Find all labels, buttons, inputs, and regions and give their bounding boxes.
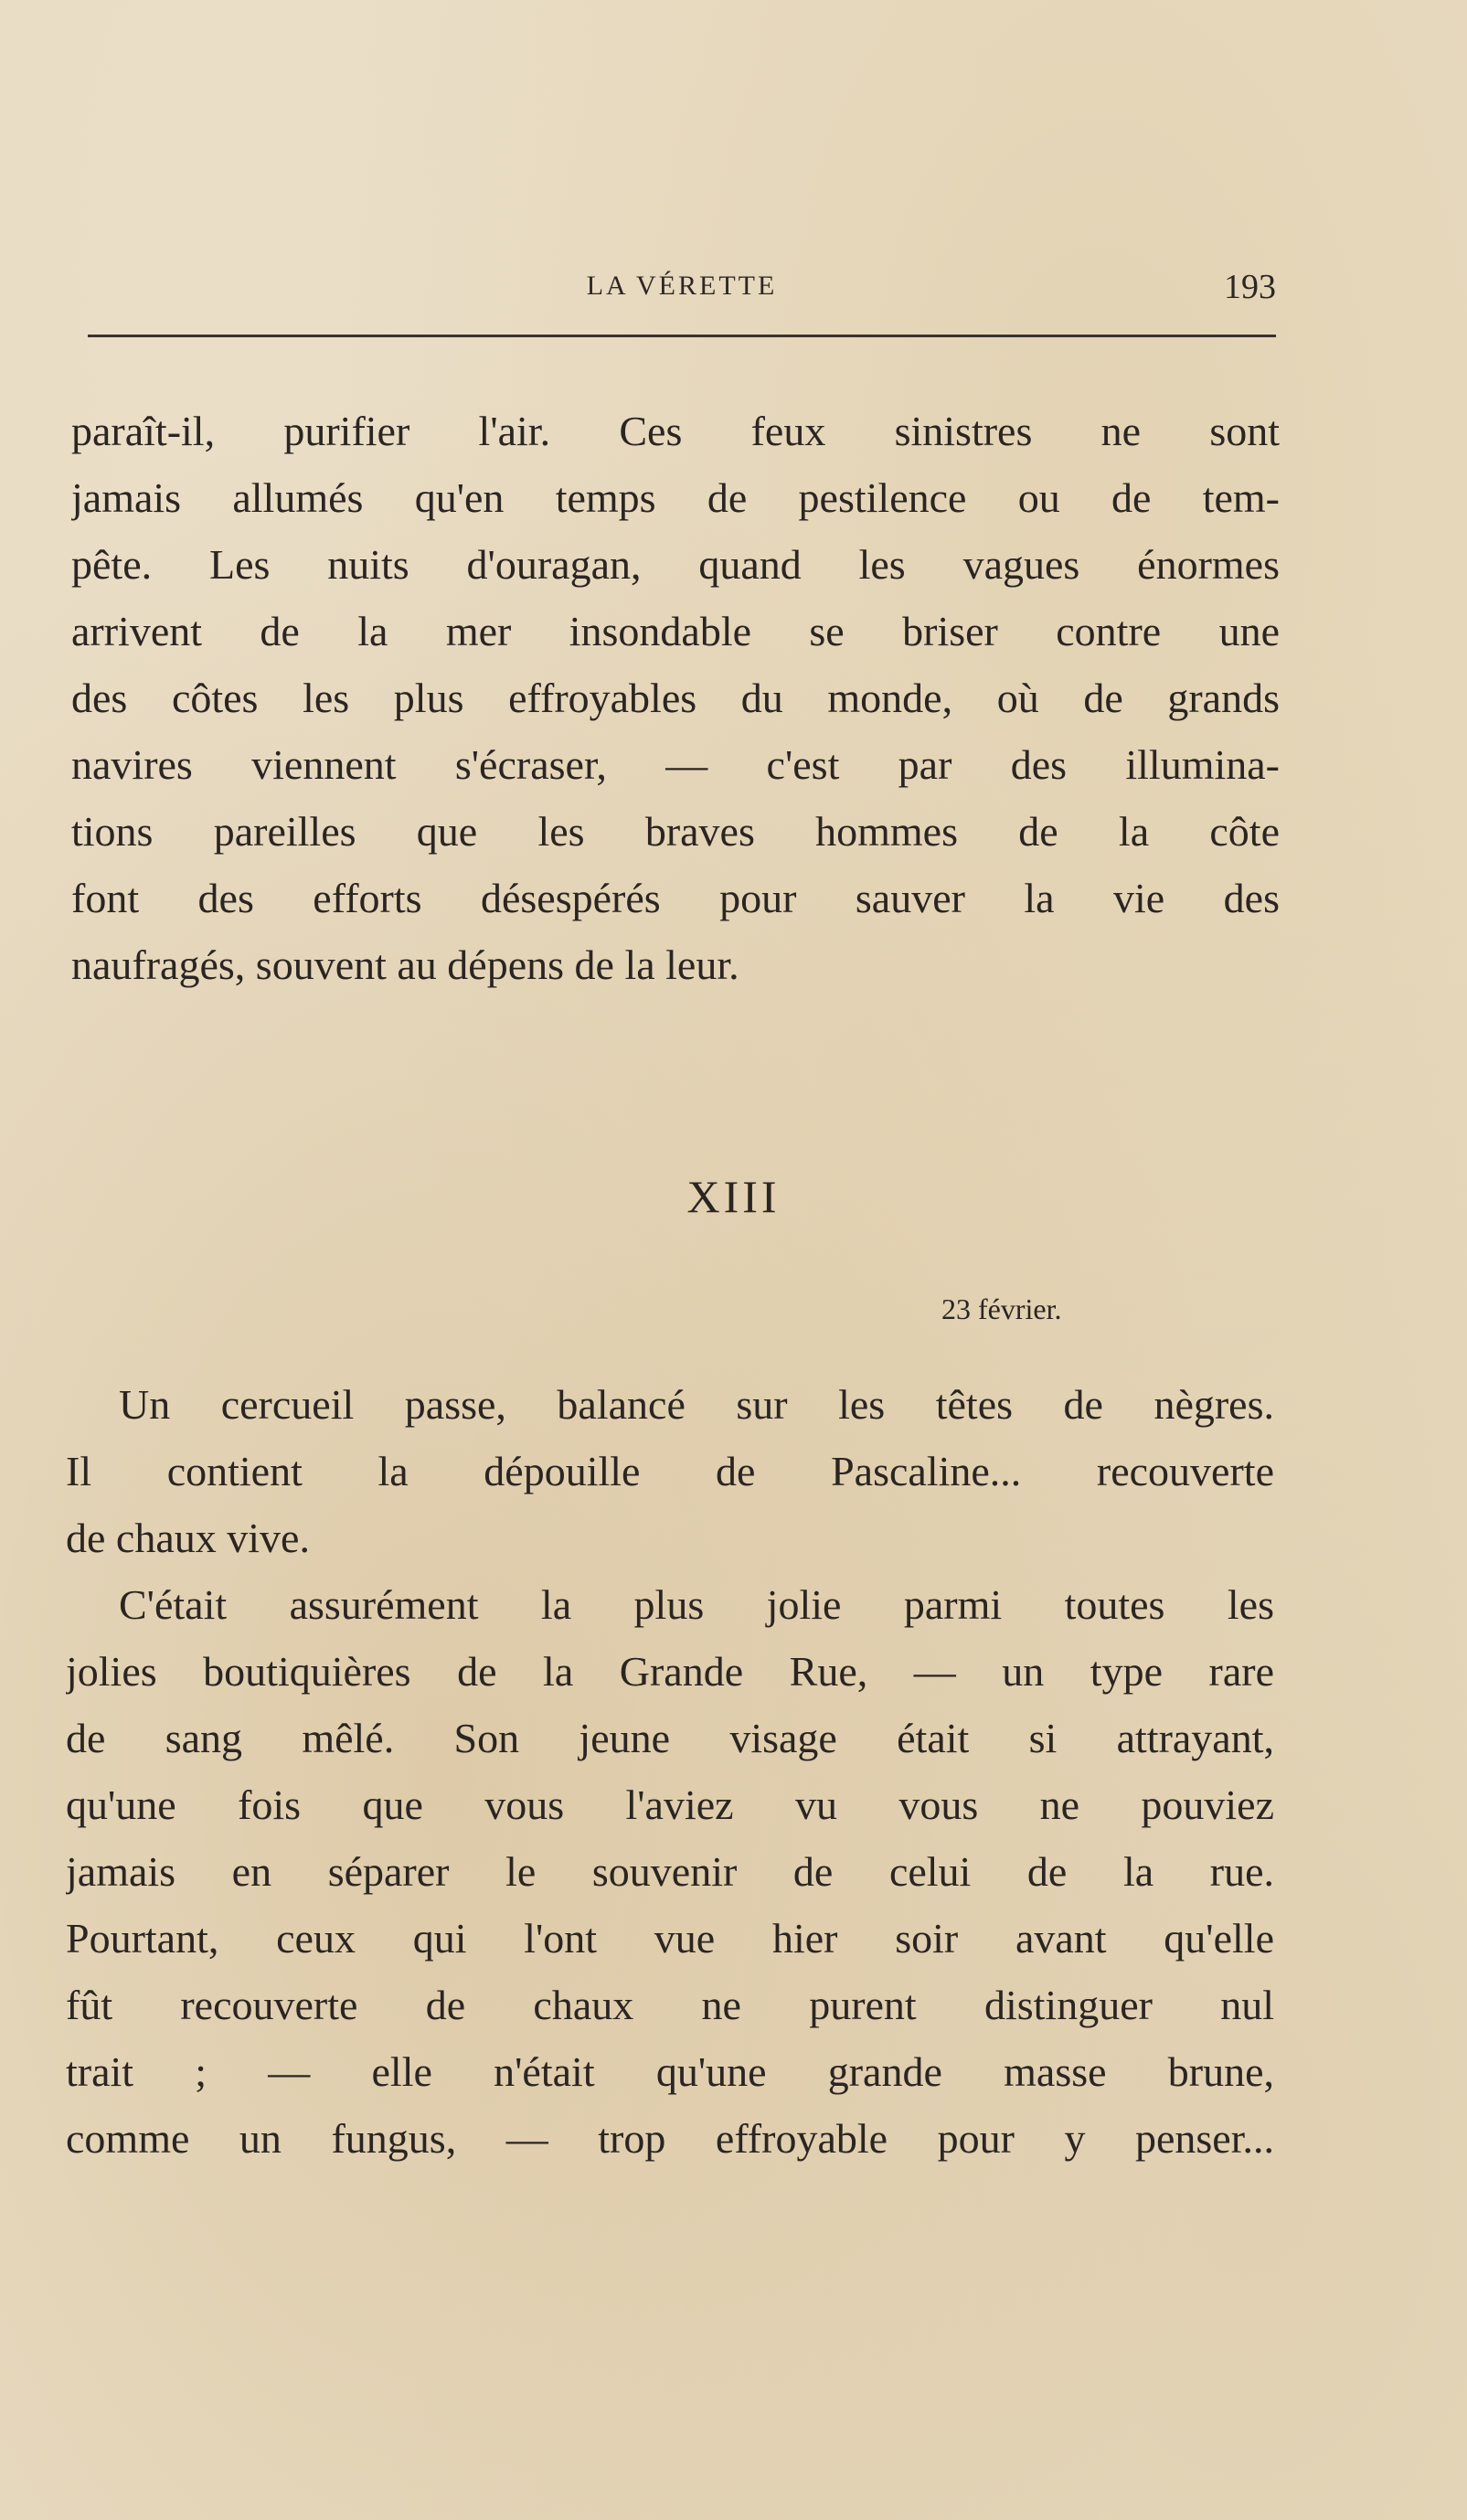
text-line: arrivent de la mer insondable se briser contre une: [71, 608, 1280, 654]
text-line: qu'une fois que vous l'aviez vu vous ne pouviez: [66, 1781, 1274, 1828]
text-line: jamais en séparer le souvenir de celui de la rue.: [66, 1848, 1274, 1895]
text-line: Un cercueil passe, balancé sur les têtes de nègres.: [119, 1381, 1274, 1428]
text-line: des côtes les plus effroyables du monde, où de grands: [71, 675, 1280, 721]
text-line: paraît-il, purifier l'air. Ces feux sinistres ne sont: [71, 408, 1280, 454]
text-line: pête. Les nuits d'ouragan, quand les vagues énormes: [71, 541, 1280, 588]
running-head: [88, 267, 1276, 313]
text-line: Il contient la dépouille de Pascaline... recouverte: [66, 1448, 1274, 1494]
text-line: trait ; — elle n'était qu'une grande masse brune,: [66, 2048, 1274, 2095]
text-line: tions pareilles que les braves hommes de la côte: [71, 808, 1280, 855]
text-line: jolies boutiquières de la Grande Rue, — un type rare: [66, 1648, 1274, 1695]
text-line: font des efforts désespérés pour sauver la vie des: [71, 875, 1280, 921]
text-line: fût recouverte de chaux ne purent distinguer nul: [66, 1982, 1274, 2028]
text-line: naufragés, souvent au dépens de la leur.: [71, 941, 739, 988]
page-number: 193: [1224, 268, 1276, 306]
paragraph-body: [66, 1371, 1274, 2172]
text-line: de chaux vive.: [66, 1515, 310, 1561]
chapter-heading: XIII: [686, 1171, 781, 1222]
text-line: C'était assurément la plus jolie parmi toutes les: [119, 1581, 1274, 1628]
text-line: Pourtant, ceux qui l'ont vue hier soir avant qu'elle: [66, 1915, 1274, 1962]
text-line: comme un fungus, — trop effroyable pour y penser...: [66, 2115, 1274, 2162]
text-line: jamais allumés qu'en temps de pestilence ou de tem-: [71, 474, 1280, 521]
text-line: de sang mêlé. Son jeune visage était si attrayant,: [66, 1715, 1274, 1761]
dateline: 23 février.: [941, 1292, 1062, 1325]
running-title: LA VÉRETTE: [586, 271, 778, 301]
paragraph-continued: [71, 398, 1280, 998]
header-rule: [88, 335, 1276, 337]
text-line: navires viennent s'écraser, — c'est par des illumina-: [71, 741, 1280, 788]
